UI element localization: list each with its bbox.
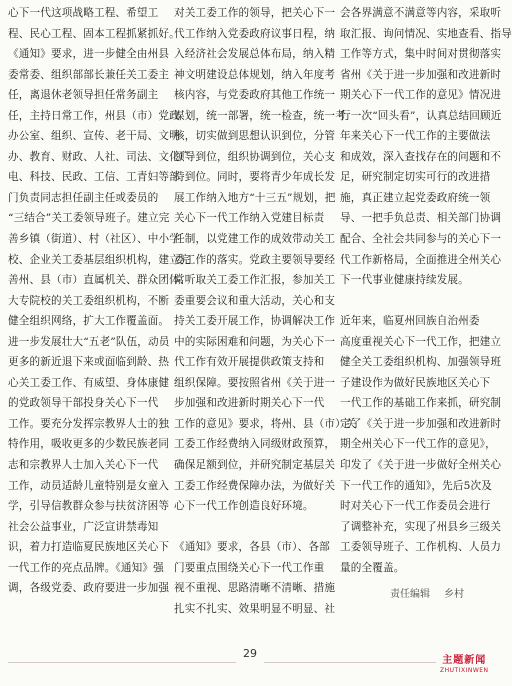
- text-line: 工委工作经费保障办法，为做好关: [174, 479, 336, 492]
- text-line: 中的实际困难和问题，为关心下一: [174, 335, 336, 348]
- text-line: 核内容，与党委政府其他工作统一: [174, 89, 336, 102]
- text-line: 善州、县（市）直属机关、群众团体、: [8, 274, 191, 287]
- paragraph-gap: [340, 291, 494, 312]
- text-line: 调，各级党委、政府要进一步加强: [8, 582, 170, 595]
- text-line: 期关心下一代工作的意见》情况进: [340, 89, 502, 102]
- paragraph-gap: [174, 517, 329, 538]
- text-line: 《通知》要求，进一步健全由州县: [8, 48, 170, 61]
- text-line: 视不重视、思路清晰不清晰、措施: [174, 582, 336, 595]
- text-line: 办、教育、财政、人社、司法、文化广: [8, 150, 191, 163]
- text-line: 电、科技、民政、工信、工青妇等部: [8, 171, 180, 184]
- text-line: 工委工作经费纳入同级财政预算，: [174, 438, 336, 451]
- text-line: 心关工委工作、有威望、身体康健: [8, 376, 170, 389]
- text-line: 大专院校的关工委组织机构，不断: [8, 294, 170, 307]
- text-line: 子建设作为做好民族地区关心下: [340, 376, 491, 389]
- text-line: 定了《关于进一步加强和改进新时: [340, 417, 502, 430]
- text-line: 代工作新格局，全面推进全州关心: [340, 253, 502, 266]
- text-line: 更多的新近退下来或面临到龄、热: [8, 356, 170, 369]
- text-line: 社会公益事业，广泛宣讲禁毒知: [8, 520, 159, 533]
- text-line: 配合、全社会共同参与的关心下一: [340, 233, 502, 246]
- text-line: 常听取关工委工作汇报，参加关工: [174, 274, 336, 287]
- text-line: 核，切实做到思想认识到位，分管: [174, 130, 336, 143]
- text-line: 神文明建设总体规划，纳入年度考: [174, 68, 336, 81]
- text-line: 特作用，吸收更多的少数民族老同: [8, 438, 170, 451]
- article-column-1: [8, 3, 191, 599]
- text-line: 工委领导班子、工作机构、人员力: [340, 541, 502, 554]
- text-line: 步加强和改进新时期关心下一代: [174, 397, 325, 410]
- text-line: 高度重视关心下一代工作，把建立: [340, 335, 502, 348]
- text-line: 代工作纳入党委政府议事日程，纳: [174, 27, 336, 40]
- text-line: 《通知》要求，各县（市）、各部: [174, 541, 330, 554]
- footer-rule-right: [264, 662, 436, 663]
- text-line: 近年来，临夏州回族自治州委: [340, 315, 480, 328]
- text-line: 门负责同志担任副主任或委员的: [8, 191, 159, 204]
- text-line: 入经济社会发展总体布局，纳入精: [174, 48, 336, 61]
- text-line: 学，引导信教群众参与扶贫济困等: [8, 500, 170, 513]
- text-line: 组织保障。要按照省州《关于进一: [174, 376, 336, 389]
- text-line: 足，研究制定切实可行的改进措: [340, 171, 491, 184]
- text-line: 取汇报、询问情况、实地查看、指导: [340, 27, 512, 40]
- footer-rule-left: [8, 662, 236, 663]
- text-line: 扎实不扎实、效果明显不明显、社: [174, 602, 336, 615]
- text-line: 时对关心下一代工作委员会进行: [340, 500, 491, 513]
- text-line: 委工作的落实。党政主要领导要经: [174, 253, 336, 266]
- text-line: 办公室、组织、宣传、老干局、文明: [8, 130, 180, 143]
- text-line: 关心下一代工作纳入党建目标责: [174, 212, 325, 225]
- text-line: 行一次“回头看”，认真总结回顾近: [340, 109, 502, 122]
- page-number: 29: [243, 647, 257, 660]
- text-line: 对关工委工作的领导，把关心下一: [174, 7, 336, 19]
- text-line: 了调整补充，实现了州县乡三级关: [340, 520, 502, 533]
- text-line: 进一步发展壮大“五老”队伍，动员: [8, 335, 170, 348]
- text-line: 期全州关心下一代工作的意见》，: [340, 438, 496, 451]
- text-line: 委常委、组织部部长兼任关工委主: [8, 68, 170, 81]
- text-line: 下一代工作的通知》，先后5次及: [340, 479, 493, 492]
- text-line: 一代工作的基础工作来抓，研究制: [340, 397, 502, 410]
- editor-label: 责任编辑: [390, 589, 430, 600]
- text-line: 施，真正建立起党委政府统一领: [340, 191, 491, 204]
- text-line: “三结合”关工委领导班子。建立完: [8, 212, 170, 225]
- text-line: 校、企业关工委基层组织机构，建立完: [8, 253, 191, 266]
- text-line: 持到位。同时，要将青少年成长发: [174, 171, 336, 184]
- text-line: 代工作有效开展提供政策支持和: [174, 356, 325, 369]
- text-line: 持关工委开展工作，协调解决工作: [174, 315, 336, 328]
- text-line: 委重要会议和重大活动，关心和支: [174, 294, 336, 307]
- text-line: 下一代事业健康持续发展。: [340, 274, 469, 287]
- text-line: 心下一代这项战略工程、希望工: [8, 7, 159, 19]
- editor-credit: [390, 585, 464, 600]
- text-line: 健全关工委组织机构、加强领导班: [340, 356, 502, 369]
- text-line: 一代工作的亮点品牌。《通知》强: [8, 561, 164, 574]
- text-line: 志和宗教界人士加入关心下一代: [8, 459, 159, 472]
- text-line: 会各界满意不满意等内容，采取听: [340, 7, 502, 19]
- text-line: 谋划，统一部署，统一检查，统一考: [174, 109, 346, 122]
- text-line: 任，离退休老领导担任常务副主: [8, 89, 159, 102]
- text-line: 量的全覆盖。: [340, 561, 405, 574]
- text-line: 印发了《关于进一步做好全州关心: [340, 459, 502, 472]
- article-column-2: [174, 3, 357, 619]
- editor-name: 乡村: [444, 589, 464, 600]
- text-line: 门要重点围绕关心下一代工作重: [174, 561, 325, 574]
- text-line: 健全组织网络，扩大工作覆盖面。: [8, 315, 170, 328]
- text-line: 任，主持日常工作，州县（市）党政: [8, 109, 180, 122]
- text-line: 展工作纳入地方“十三五”规划，把: [174, 191, 336, 204]
- article-column-3: [340, 3, 512, 578]
- brand-cn: 主题新闻: [442, 655, 487, 666]
- text-line: 心下一代工作创造良好环境。: [174, 500, 314, 513]
- brand-en: ZHUTIXINWEN: [440, 667, 489, 674]
- text-line: 工作等方式，集中时间对贯彻落实: [340, 48, 502, 61]
- text-line: 年来关心下一代工作的主要做法: [340, 130, 491, 143]
- text-line: 的党政领导干部投身关心下一代: [8, 397, 159, 410]
- text-line: 善乡镇（街道）、村（社区）、中小学: [8, 233, 181, 246]
- text-line: 工作。要充分发挥宗教界人士的独: [8, 417, 170, 430]
- text-line: 工作，动员适龄儿童特别是女童入: [8, 479, 170, 492]
- text-line: 任制，以党建工作的成效带动关工: [174, 233, 336, 246]
- text-line: 省州《关于进一步加强和改进新时: [340, 68, 502, 81]
- text-line: 程、民心工程、固本工程抓紧抓好。: [8, 27, 180, 40]
- section-brand-logo: [440, 656, 489, 674]
- text-line: 导、一把手负总责、相关部门协调: [340, 212, 502, 225]
- text-line: 确保足额到位，并研究制定基层关: [174, 459, 336, 472]
- text-line: 识，着力打造临夏民族地区关心下: [8, 541, 170, 554]
- text-line: 和成效，深入查找存在的问题和不: [340, 150, 502, 163]
- text-line: 工作的意见》要求，将州、县（市）关: [174, 417, 357, 430]
- text-line: 领导到位，组织协调到位，关心支: [174, 150, 336, 163]
